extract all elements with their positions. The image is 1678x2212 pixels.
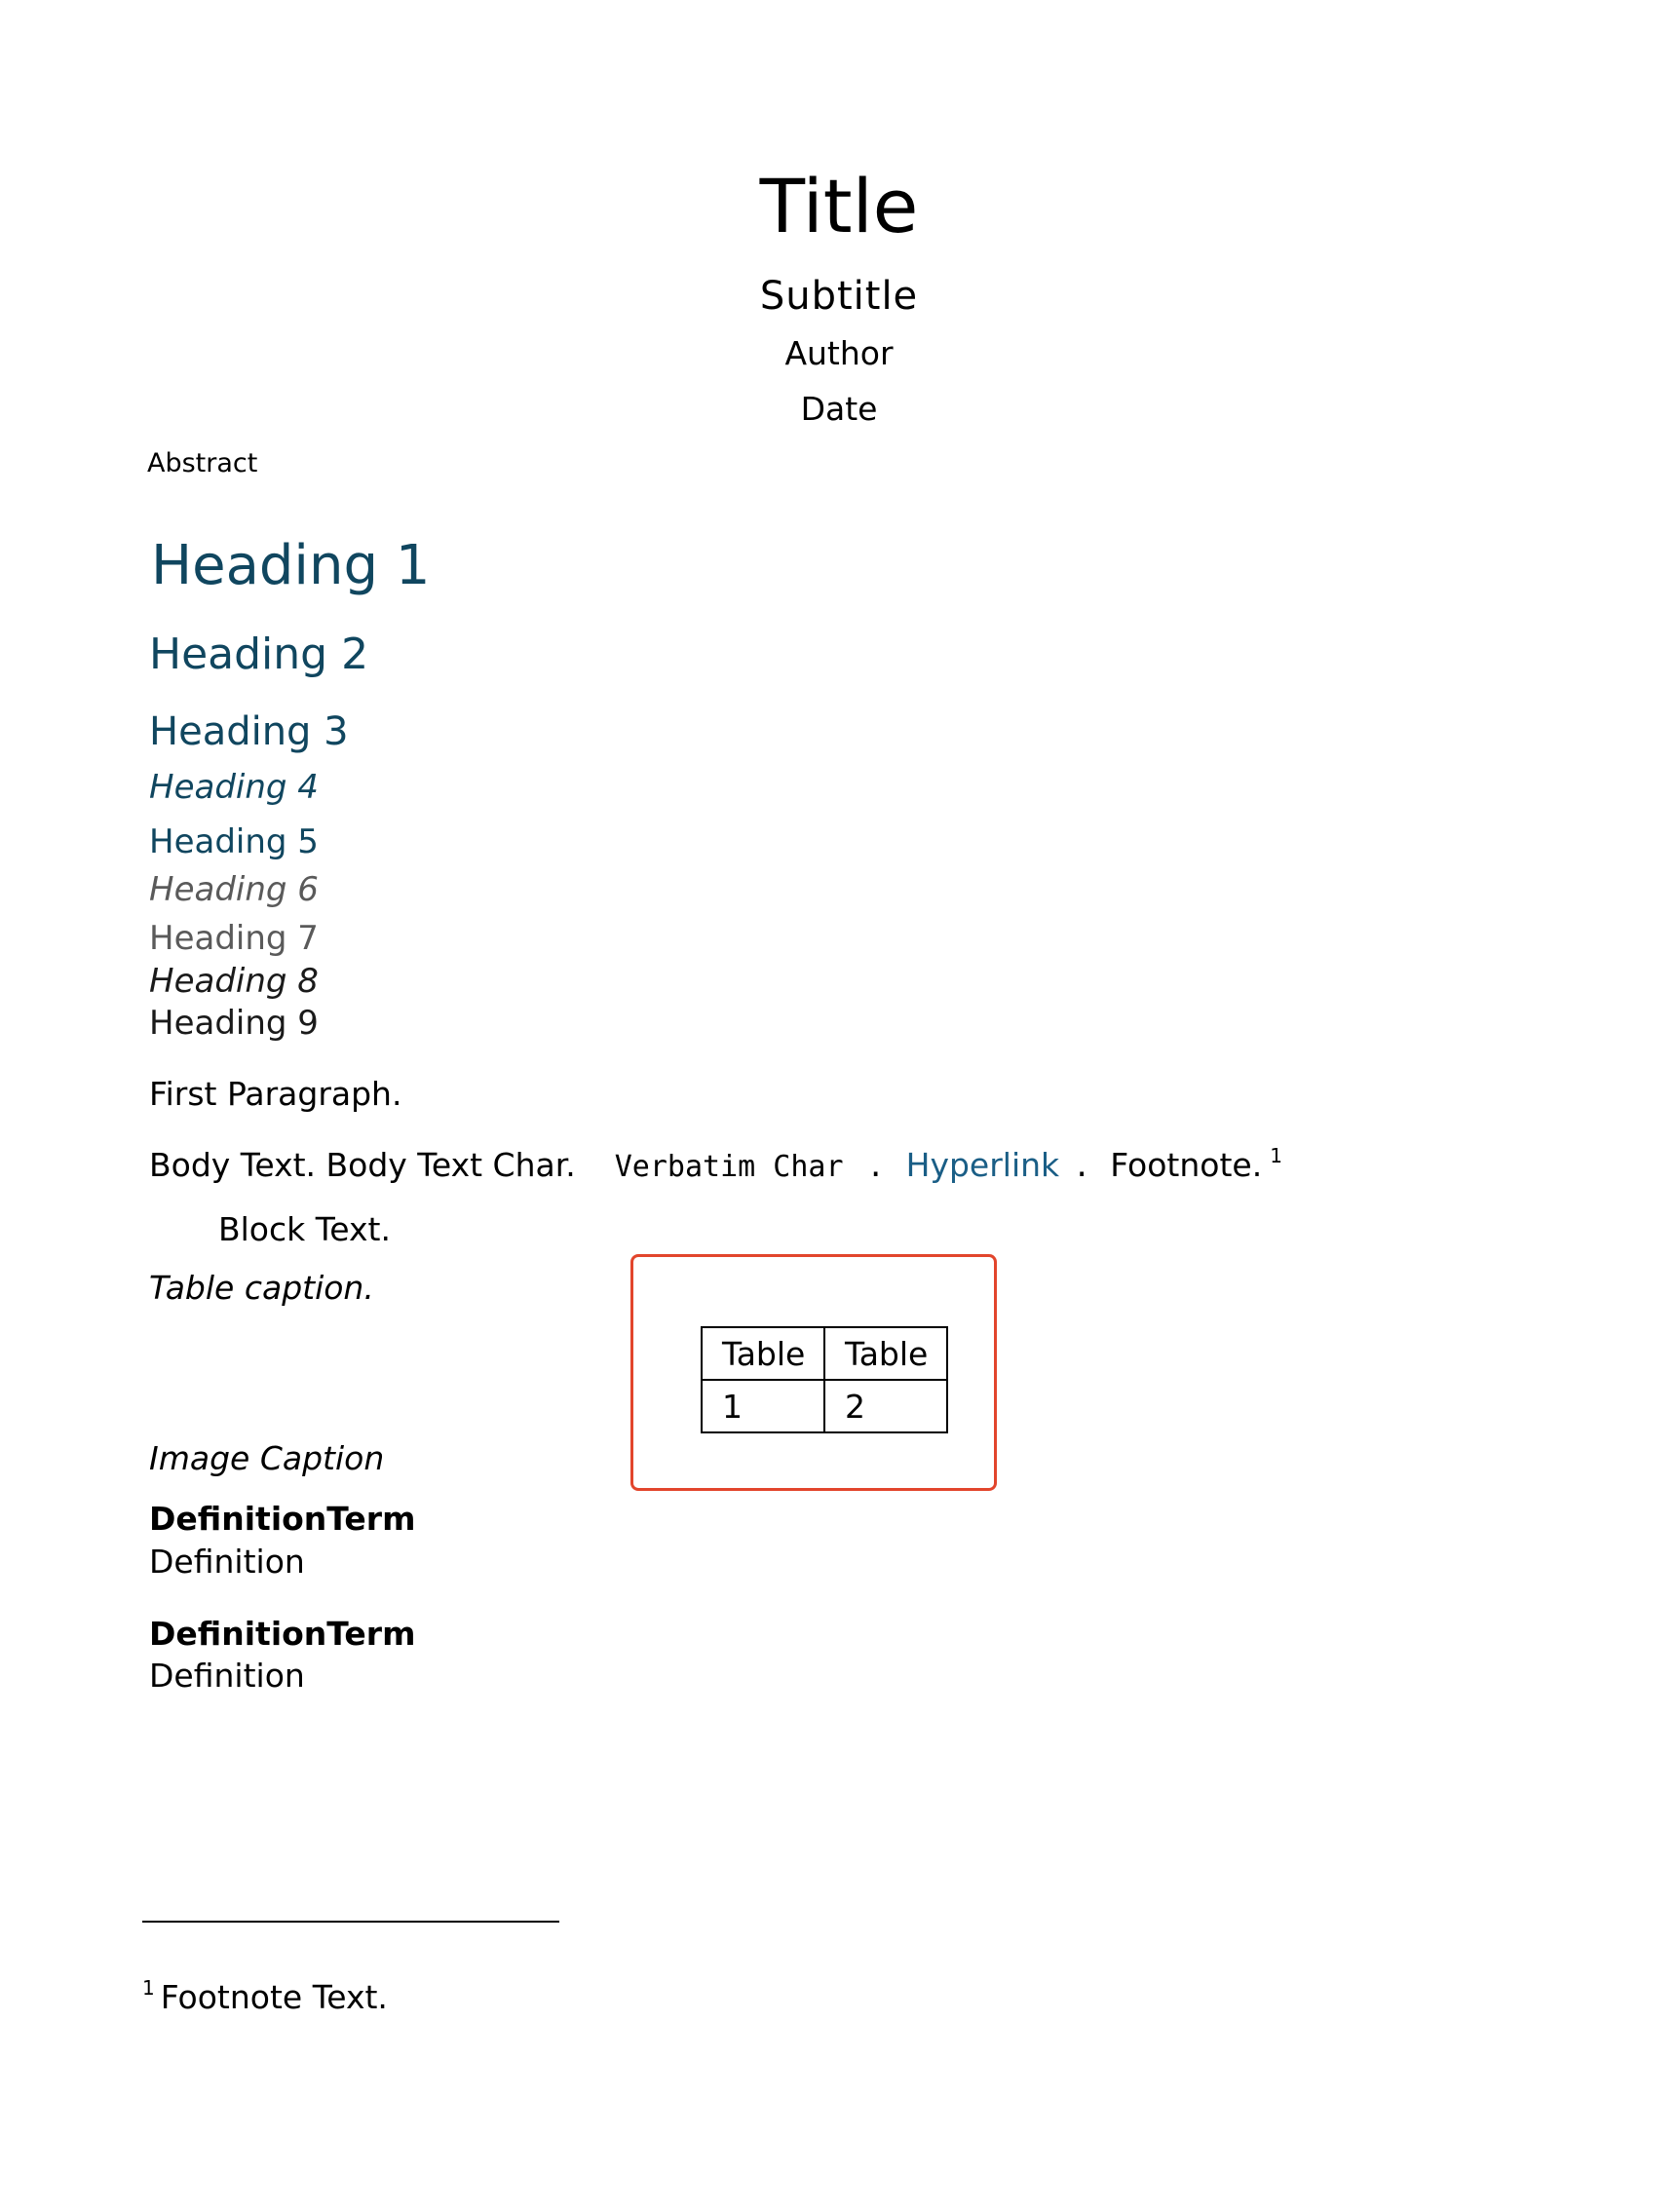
footnote-ref[interactable]: 1 [1270,1144,1282,1167]
footnote-number: 1 [142,1976,155,2000]
heading-2: Heading 2 [149,629,369,679]
data-table [701,1326,948,1433]
heading-3: Heading 3 [149,709,349,754]
verbatim-char: Verbatim Char [614,1150,844,1184]
heading-8: Heading 8 [149,962,319,1001]
first-paragraph: First Paragraph. [149,1075,402,1113]
definition-text: Definition [149,1657,305,1695]
footnote [142,1976,388,2016]
body-text: Body Text. Body Text Char. [149,1146,576,1184]
footnote-inline: Footnote. [1110,1146,1263,1184]
table-cell: Table [702,1327,824,1380]
footnote-text: Footnote Text. [160,1978,388,2016]
definition-text: Definition [149,1543,305,1581]
table-row [702,1380,947,1432]
heading-7: Heading 7 [149,919,319,958]
table-cell: 1 [702,1380,824,1432]
image-caption: Image Caption [149,1439,385,1477]
heading-5: Heading 5 [149,822,319,861]
heading-6: Heading 6 [149,870,319,909]
separator-dot: . [866,1150,885,1184]
heading-1: Heading 1 [151,534,431,597]
definition-term: DefinitionTerm [149,1500,416,1538]
table-cell: 2 [824,1380,947,1432]
table-caption: Table caption. [149,1269,374,1307]
document-author: Author [784,334,894,372]
abstract-label: Abstract [147,448,258,478]
document-subtitle: Subtitle [759,274,919,319]
heading-9: Heading 9 [149,1004,319,1043]
table-row [702,1327,947,1380]
document-date: Date [800,390,878,428]
separator-dot: . [1073,1150,1091,1184]
table-cell: Table [824,1327,947,1380]
hyperlink[interactable]: Hyperlink [905,1146,1060,1184]
block-text: Block Text. [218,1210,391,1248]
document-title: Title [759,163,919,249]
body-text-line [149,1146,1282,1182]
footnote-divider [142,1921,559,1923]
heading-4: Heading 4 [149,768,319,807]
definition-term: DefinitionTerm [149,1615,416,1653]
